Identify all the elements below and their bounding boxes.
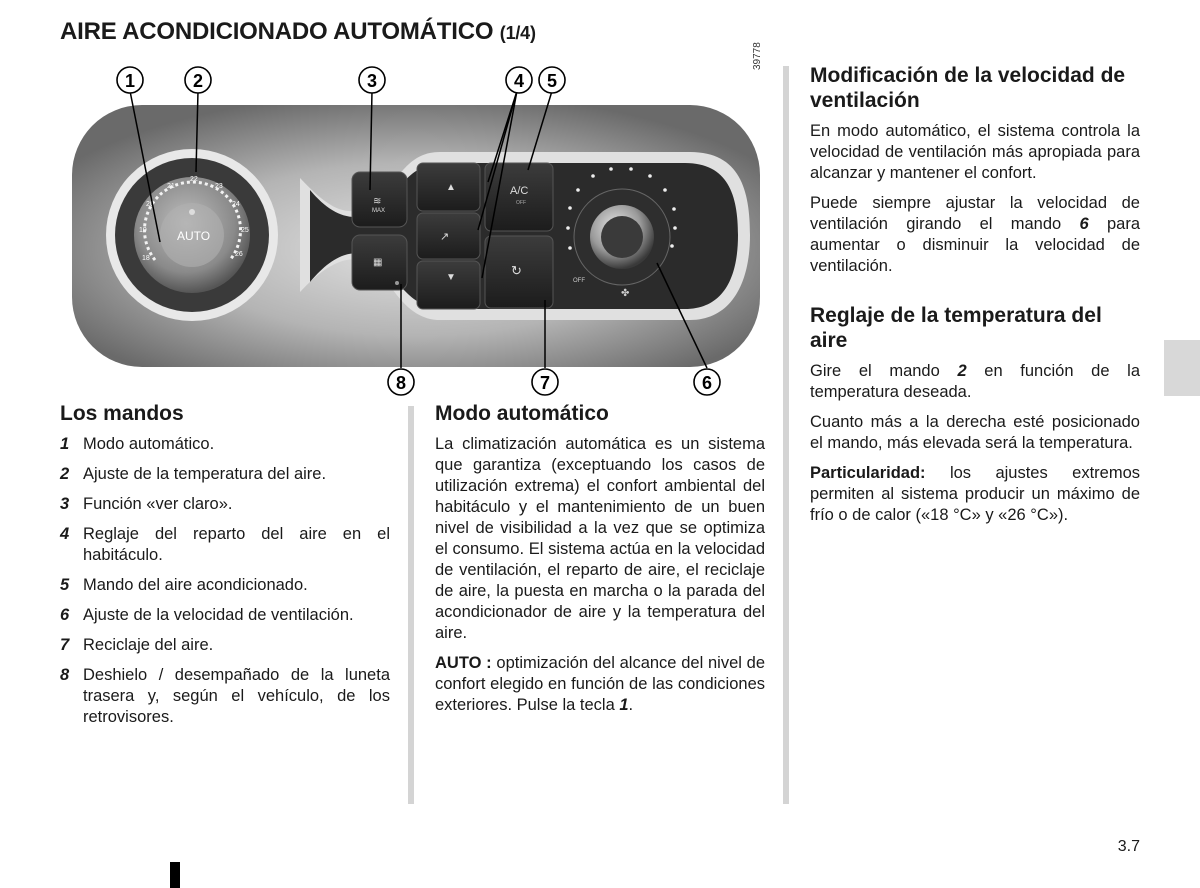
fan-off-label: OFF xyxy=(573,278,585,284)
temp-mark-21: 21 xyxy=(167,183,175,190)
knob-ref: 2 xyxy=(957,362,967,380)
list-item xyxy=(60,524,390,566)
item-text: Reciclaje del aire. xyxy=(83,636,214,654)
auto-key-lead: AUTO : xyxy=(435,654,492,672)
callout-6: 6 xyxy=(701,373,713,393)
auto-key-ref: 1 xyxy=(619,696,629,714)
list-item xyxy=(60,494,390,515)
fan-speed-heading: Modificación de la velocidad de ventilación xyxy=(810,64,1126,112)
text-span: para aumentar o disminuir la velocidad de ventilación. xyxy=(810,215,1141,275)
air-down-button[interactable] xyxy=(417,261,480,309)
temperature-heading: Reglaje de la temperatura del aire xyxy=(810,304,1102,352)
item-text: Ajuste de la temperatura del aire. xyxy=(83,465,327,483)
fan-icon: ✤ xyxy=(621,288,630,299)
item-text: Función «ver claro». xyxy=(83,495,233,513)
max-label: MAX xyxy=(372,208,386,214)
page-number: 3.7 xyxy=(1117,838,1140,855)
settings-section xyxy=(810,63,1140,535)
particularity-paragraph xyxy=(810,463,1140,526)
temp-mark-26: 26 xyxy=(235,251,243,258)
auto-key-text: optimización del alcance del nivel de confort elegido en función de las condiciones exteriores. Pulse la tecla xyxy=(435,654,765,714)
item-text: Modo automático. xyxy=(83,435,215,453)
controls-section xyxy=(60,402,390,737)
crop-mark xyxy=(170,862,180,888)
rear-defrost-icon: ▦ xyxy=(373,257,383,268)
recirculation-icon: ↻ xyxy=(511,263,522,278)
item-text: Mando del aire acondicionado. xyxy=(83,576,308,594)
callout-2: 2 xyxy=(192,71,204,91)
list-item xyxy=(60,635,390,656)
climate-panel-illustration xyxy=(60,60,775,398)
knob-ref: 6 xyxy=(1079,215,1089,233)
item-number: 1 xyxy=(60,435,70,453)
list-item xyxy=(60,605,390,626)
text-span: Puede siempre ajustar la velocidad de ventilación girando el mando xyxy=(810,194,1140,233)
callout-4: 4 xyxy=(513,71,525,91)
item-text: Reglaje del reparto del aire en el habitáculo. xyxy=(83,525,390,564)
callout-8: 8 xyxy=(395,373,407,393)
text-span: en función de la temperatura deseada. xyxy=(810,362,1141,401)
item-number: 3 xyxy=(60,495,70,513)
temp-mark-23: 23 xyxy=(215,183,223,190)
temperature-paragraph-2: Cuanto más a la derecha esté posicionado el mando, más elevada será la temperatura. xyxy=(810,413,1140,452)
item-text: Deshielo / desempañado de la luneta trasera y, según el vehículo, de los retrovisores. xyxy=(83,666,390,726)
text-span: los ajustes extremos permiten al sistema producir un máximo de frío o de calor («18 °C» y «26 °C»). xyxy=(810,464,1140,524)
column-divider-2 xyxy=(783,66,789,804)
chapter-tab xyxy=(1164,340,1200,396)
climate-control-figure xyxy=(60,60,775,398)
temp-mark-19: 19 xyxy=(139,227,147,234)
item-number: 4 xyxy=(60,525,70,543)
list-item xyxy=(60,575,390,596)
item-number: 8 xyxy=(60,666,70,684)
list-item xyxy=(60,665,390,728)
arrow-down-icon: ▼ xyxy=(446,272,456,283)
auto-button-label[interactable]: AUTO xyxy=(177,229,211,243)
auto-mode-section xyxy=(435,402,765,725)
item-number: 2 xyxy=(60,465,70,483)
column-divider-1 xyxy=(408,406,414,804)
auto-key-paragraph xyxy=(435,653,765,716)
list-item xyxy=(60,434,390,455)
callout-1: 1 xyxy=(124,71,136,91)
temp-mark-25: 25 xyxy=(241,227,249,234)
temperature-paragraph-1 xyxy=(810,361,1140,403)
item-number: 6 xyxy=(60,606,70,624)
arrow-up-icon: ▲ xyxy=(446,182,456,193)
item-number: 7 xyxy=(60,636,70,654)
figure-code: 39778 xyxy=(752,42,763,70)
page-title-text: AIRE ACONDICIONADO AUTOMÁTICO xyxy=(60,18,494,45)
list-item xyxy=(60,464,390,485)
ac-button[interactable] xyxy=(485,163,553,231)
auto-mode-paragraph: La climatización automática es un sistema que garantiza (exceptuando los casos de utilización extrema) el confort ambiental del habitáculo y el mantenimiento de un buen nivel de visibilidad a la vez que se optimiza el consumo. El sistema actúa en la velocidad de ventilación, el reparto de aire, el reciclaje de aire, la puesta en marcha o la parada del acondicionador de aire y la temperatura del aire. xyxy=(435,435,765,642)
particularity-lead: Particularidad: xyxy=(810,464,926,482)
item-number: 5 xyxy=(60,576,70,594)
ac-off-label: OFF xyxy=(516,200,526,206)
air-distribution-icon: ↗ xyxy=(440,231,450,243)
temp-mark-20: 20 xyxy=(146,201,154,208)
text-span: Gire el mando xyxy=(810,362,958,380)
fan-speed-paragraph-1: En modo automático, el sistema controla la velocidad de ventilación más apropiada para alcanzar y mantener el confort. xyxy=(810,122,1140,182)
callout-3: 3 xyxy=(366,71,378,91)
temp-mark-18: 18 xyxy=(142,255,150,262)
page-title-part: (1/4) xyxy=(499,23,536,43)
callout-7: 7 xyxy=(539,373,551,393)
temp-mark-22: 22 xyxy=(190,176,198,183)
auto-key-end: . xyxy=(628,696,634,714)
auto-mode-heading: Modo automático xyxy=(435,402,609,425)
controls-heading: Los mandos xyxy=(60,402,184,425)
temp-mark-24: 24 xyxy=(232,201,240,208)
controls-list xyxy=(60,434,390,728)
fan-speed-paragraph-2 xyxy=(810,193,1140,277)
item-text: Ajuste de la velocidad de ventilación. xyxy=(83,606,354,624)
ac-label: A/C xyxy=(510,185,529,197)
defrost-front-icon: ≋ xyxy=(373,196,382,207)
callout-5: 5 xyxy=(546,71,558,91)
page-title xyxy=(60,18,536,46)
